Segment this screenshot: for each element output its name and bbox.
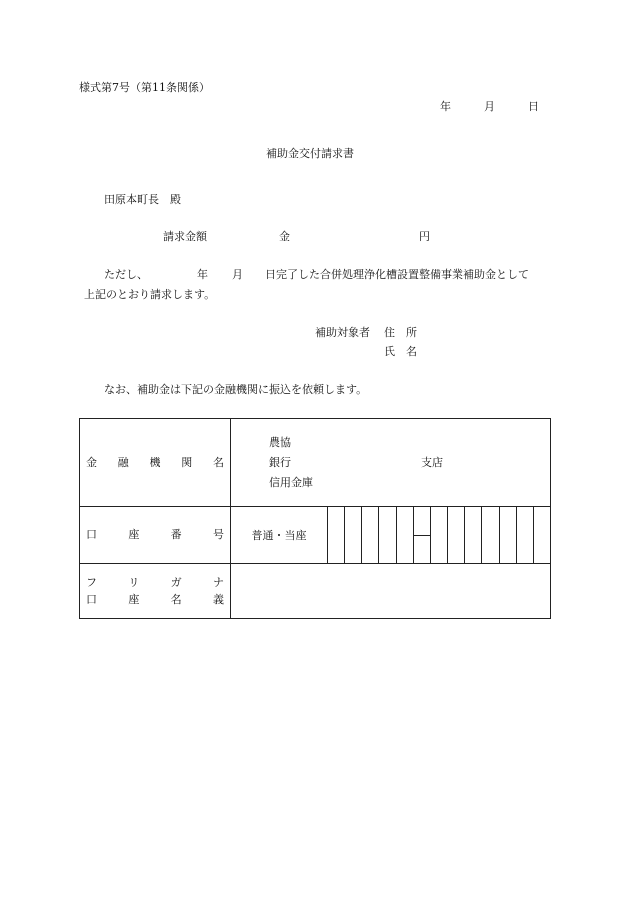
label-char: 関 — [181, 455, 193, 469]
label-char: 名 — [213, 455, 224, 469]
digit-box[interactable] — [517, 507, 534, 563]
applicant-name-label: 氏 名 — [384, 345, 417, 358]
transfer-notice: なお、補助金は下記の金融機関に振込を依頼します。 — [104, 383, 368, 396]
digit-box[interactable] — [362, 507, 379, 563]
digit-box[interactable] — [534, 507, 550, 563]
label-char: リ — [128, 575, 140, 589]
label-char: 口 — [86, 528, 97, 542]
label-char: ガ — [170, 575, 182, 589]
body-line1-year: 年 — [197, 268, 208, 281]
digit-box[interactable] — [345, 507, 362, 563]
date-line — [440, 100, 539, 113]
amount-unit: 円 — [419, 230, 430, 243]
date-year: 年 — [440, 100, 451, 113]
form-number: 様式第7号（第11条関係） — [79, 81, 210, 94]
institution-field[interactable] — [231, 419, 551, 507]
account-holder-field[interactable] — [231, 564, 551, 619]
digit-box[interactable] — [482, 507, 499, 563]
label-char: 口 — [86, 593, 97, 606]
digit-box[interactable] — [500, 507, 517, 563]
institution-label — [80, 419, 231, 507]
branch-label: 支店 — [421, 455, 443, 469]
body-line1-month: 月 — [232, 268, 243, 281]
account-number-field — [231, 507, 551, 564]
account-number-row — [80, 507, 551, 564]
label-char: 座 — [128, 528, 140, 542]
amount-prefix: 金 — [279, 230, 290, 243]
label-char: 義 — [212, 593, 224, 606]
account-type[interactable]: 普通・当座 — [231, 507, 328, 563]
label-char: ナ — [212, 575, 224, 589]
label-char: 金 — [86, 455, 97, 469]
digit-box[interactable] — [328, 507, 345, 563]
option-nokyo: 農協 — [269, 435, 291, 449]
label-char: 名 — [170, 593, 182, 606]
date-month: 月 — [484, 100, 495, 113]
digit-box[interactable] — [379, 507, 396, 563]
digit-box[interactable] — [465, 507, 482, 563]
label-char: 機 — [149, 455, 161, 469]
digit-box[interactable] — [431, 507, 448, 563]
label-char: 番 — [170, 528, 182, 542]
applicant-address-label: 住 所 — [384, 326, 417, 339]
date-day: 日 — [528, 100, 539, 113]
body-line2: 上記のとおり請求します。 — [84, 288, 216, 301]
body-line1-start: ただし、 — [104, 268, 148, 281]
digit-box[interactable] — [397, 507, 414, 563]
institution-row — [80, 419, 551, 507]
account-holder-row — [80, 564, 551, 619]
amount-label: 請求金額 — [163, 230, 207, 243]
label-char: フ — [86, 575, 97, 589]
body-line1-rest: 日完了した合併処理浄化槽設置整備事業補助金として — [265, 268, 529, 281]
applicant-heading: 補助対象者 — [315, 326, 370, 339]
page-title: 補助金交付請求書 — [266, 147, 354, 160]
bank-info-table — [79, 418, 551, 619]
label-char: 融 — [117, 455, 129, 469]
label-char: 号 — [212, 528, 224, 542]
digit-box-split[interactable] — [414, 507, 431, 563]
account-number-label — [80, 507, 231, 564]
digit-box[interactable] — [448, 507, 465, 563]
addressee: 田原本町長 殿 — [104, 193, 181, 206]
account-holder-label — [80, 564, 231, 619]
option-bank: 銀行 — [269, 455, 291, 469]
option-shinkin: 信用金庫 — [269, 475, 313, 489]
label-char: 座 — [128, 593, 140, 606]
